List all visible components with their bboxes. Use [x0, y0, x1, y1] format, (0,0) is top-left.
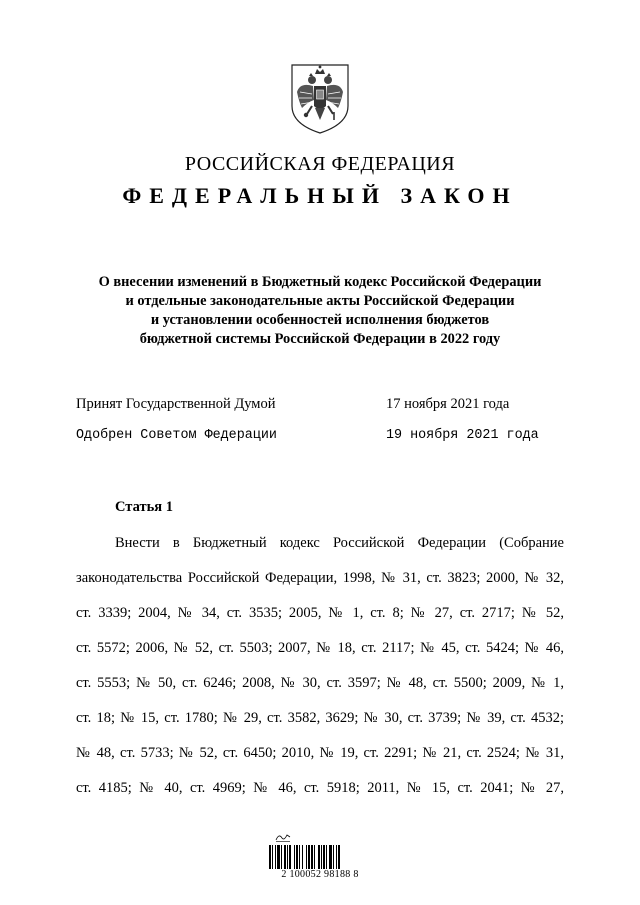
article-text-line: ст. 18; № 15, ст. 1780; № 29, ст. 3582, 3629; № 30, ст. 3739; № 39, ст. 4532; — [76, 710, 564, 726]
article-text-line: законодательства Российской Федерации, 1998, № 31, ст. 3823; 2000, № 32, — [76, 570, 564, 586]
barcode-bar — [323, 845, 325, 869]
barcode-bar — [308, 845, 310, 869]
article-title: Статья 1 — [115, 499, 173, 515]
council-label: Одобрен Советом Федерации — [76, 428, 277, 443]
barcode-bar — [333, 845, 334, 869]
council-date: 19 ноября 2021 года — [386, 428, 539, 443]
barcode-bar — [275, 845, 276, 869]
barcode-bar — [296, 845, 298, 869]
document-type-title: ФЕДЕРАЛЬНЫЙ ЗАКОН — [122, 183, 518, 208]
barcode-bar — [299, 845, 300, 869]
article-text-line: ст. 3339; 2004, № 34, ст. 3535; 2005, № 1, ст. 8; № 27, ст. 2717; № 52, — [76, 605, 564, 621]
registry-stamp-icon — [275, 832, 291, 844]
barcode-number: 2 100052 98188 8 — [281, 869, 359, 880]
article-text-line: ст. 5553; № 50, ст. 6246; 2008, № 30, ст. 3597; № 48, ст. 5500; 2009, № 1, — [76, 675, 564, 691]
barcode-bar — [302, 845, 303, 869]
barcode-bar — [314, 845, 315, 869]
duma-date: 17 ноября 2021 года — [386, 396, 510, 412]
article-text-line: ст. 5572; 2006, № 52, ст. 5503; 2007, № 18, ст. 2117; № 45, ст. 5424; № 46, — [76, 640, 564, 656]
country-name: РОССИЙСКАЯ ФЕДЕРАЦИЯ — [184, 153, 456, 175]
barcode-bar — [294, 845, 295, 869]
barcode-bar — [277, 845, 280, 869]
article-text-line: № 48, ст. 5733; № 52, ст. 6450; 2010, № 19, ст. 2291; № 21, ст. 2524; № 31, — [76, 745, 564, 761]
coat-of-arms-icon — [288, 62, 352, 136]
barcode-bar — [281, 845, 282, 869]
subject-line: О внесении изменений в Бюджетный кодекс Российской Федерации — [98, 274, 542, 290]
subject-line: и установлении особенностей исполнения бюджетов — [150, 312, 490, 328]
barcode-bar — [289, 845, 291, 869]
article-text-line: Внести в Бюджетный кодекс Российской Федерации (Собрание — [115, 535, 564, 551]
barcode-icon — [268, 845, 372, 869]
barcode-bar — [306, 845, 307, 869]
barcode-bar — [326, 845, 327, 869]
subject-line: бюджетной системы Российской Федерации в 2022 году — [139, 331, 501, 347]
barcode-bar — [338, 845, 340, 869]
law-subject — [60, 273, 580, 349]
barcode-bar — [272, 845, 273, 869]
duma-label: Принят Государственной Думой — [76, 396, 276, 412]
barcode-bar — [329, 845, 332, 869]
barcode-bar — [284, 845, 286, 869]
subject-line: и отдельные законодательные акты Российской Федерации — [125, 293, 515, 309]
barcode-bar — [321, 845, 322, 869]
barcode-bar — [318, 845, 320, 869]
barcode-bar — [336, 845, 337, 869]
barcode-bar — [311, 845, 313, 869]
article-text-line: ст. 4185; № 40, ст. 4969; № 46, ст. 5918; 2011, № 15, ст. 2041; № 27, — [76, 780, 564, 796]
barcode-bar — [269, 845, 271, 869]
barcode-bar — [287, 845, 288, 869]
